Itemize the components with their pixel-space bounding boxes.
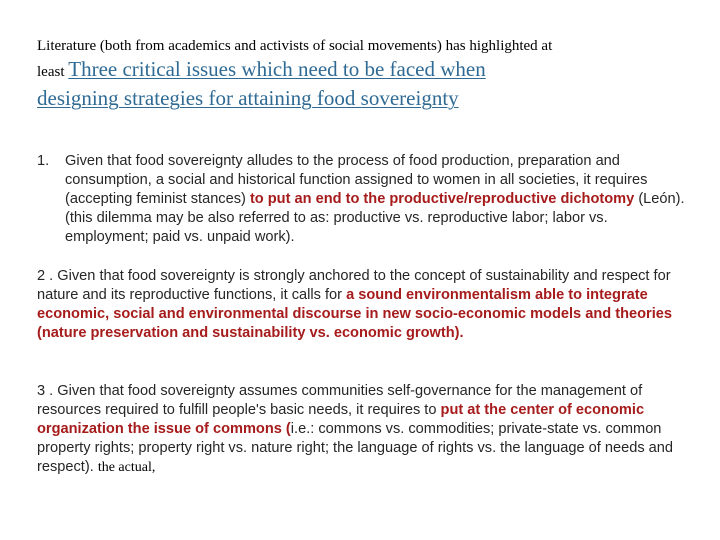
list-item-1 [37,152,687,247]
item-text-continued: (León). (this dilemma may be also referred to as: productive vs. reproductive labor; labor vs. employment; paid vs. unpaid work). [65,191,685,245]
intro-continuation [37,56,697,114]
item-body [65,152,687,247]
intro-least: least [37,64,65,80]
item-text: Given that food sovereignty alludes to the process of food production, preparation and consumption, a social and historical function assigned to women in all societies, it requires (accepting feminist stances) [65,153,648,207]
item-emphasis: put at the center of economic organization the issue of commons ( [37,402,645,437]
intro-paragraph [37,36,697,114]
intro-text: Literature (both from academics and activists of social movements) has highlighted at [37,38,553,54]
item-text-continued: i.e.: commons vs. commodities; private-state vs. common property rights; property right vs. nature right; the language of rights vs. the language of needs and respect). [37,421,674,475]
list-item-3 [37,382,687,477]
list-item-2 [37,267,687,343]
item-number: 3 . [37,383,54,399]
item-number: 1. [37,153,50,169]
item-number: 2 . [37,268,54,284]
item-emphasis: a sound environmentalism able to integrate economic, social and environmental discourse in new socio-economic models and theories (nature preservation and sustainability vs. economic growth). [37,287,672,341]
item-text: Given that food sovereignty is strongly anchored to the concept of sustainability and respect for nature and its reproductive functions, it calls for [37,268,671,303]
item-text: Given that food sovereignty assumes communities self-governance for the management of resources required to fulfill people's basic needs, it requires to [37,383,643,418]
item-emphasis: to put an end to the productive/reproductive dichotomy [249,191,635,207]
highlighted-heading-part1: Three critical issues which need to be faced when [68,57,486,81]
highlighted-heading-part2: designing strategies for attaining food sovereignty [37,86,459,110]
item-tail: the actual, [97,460,156,475]
